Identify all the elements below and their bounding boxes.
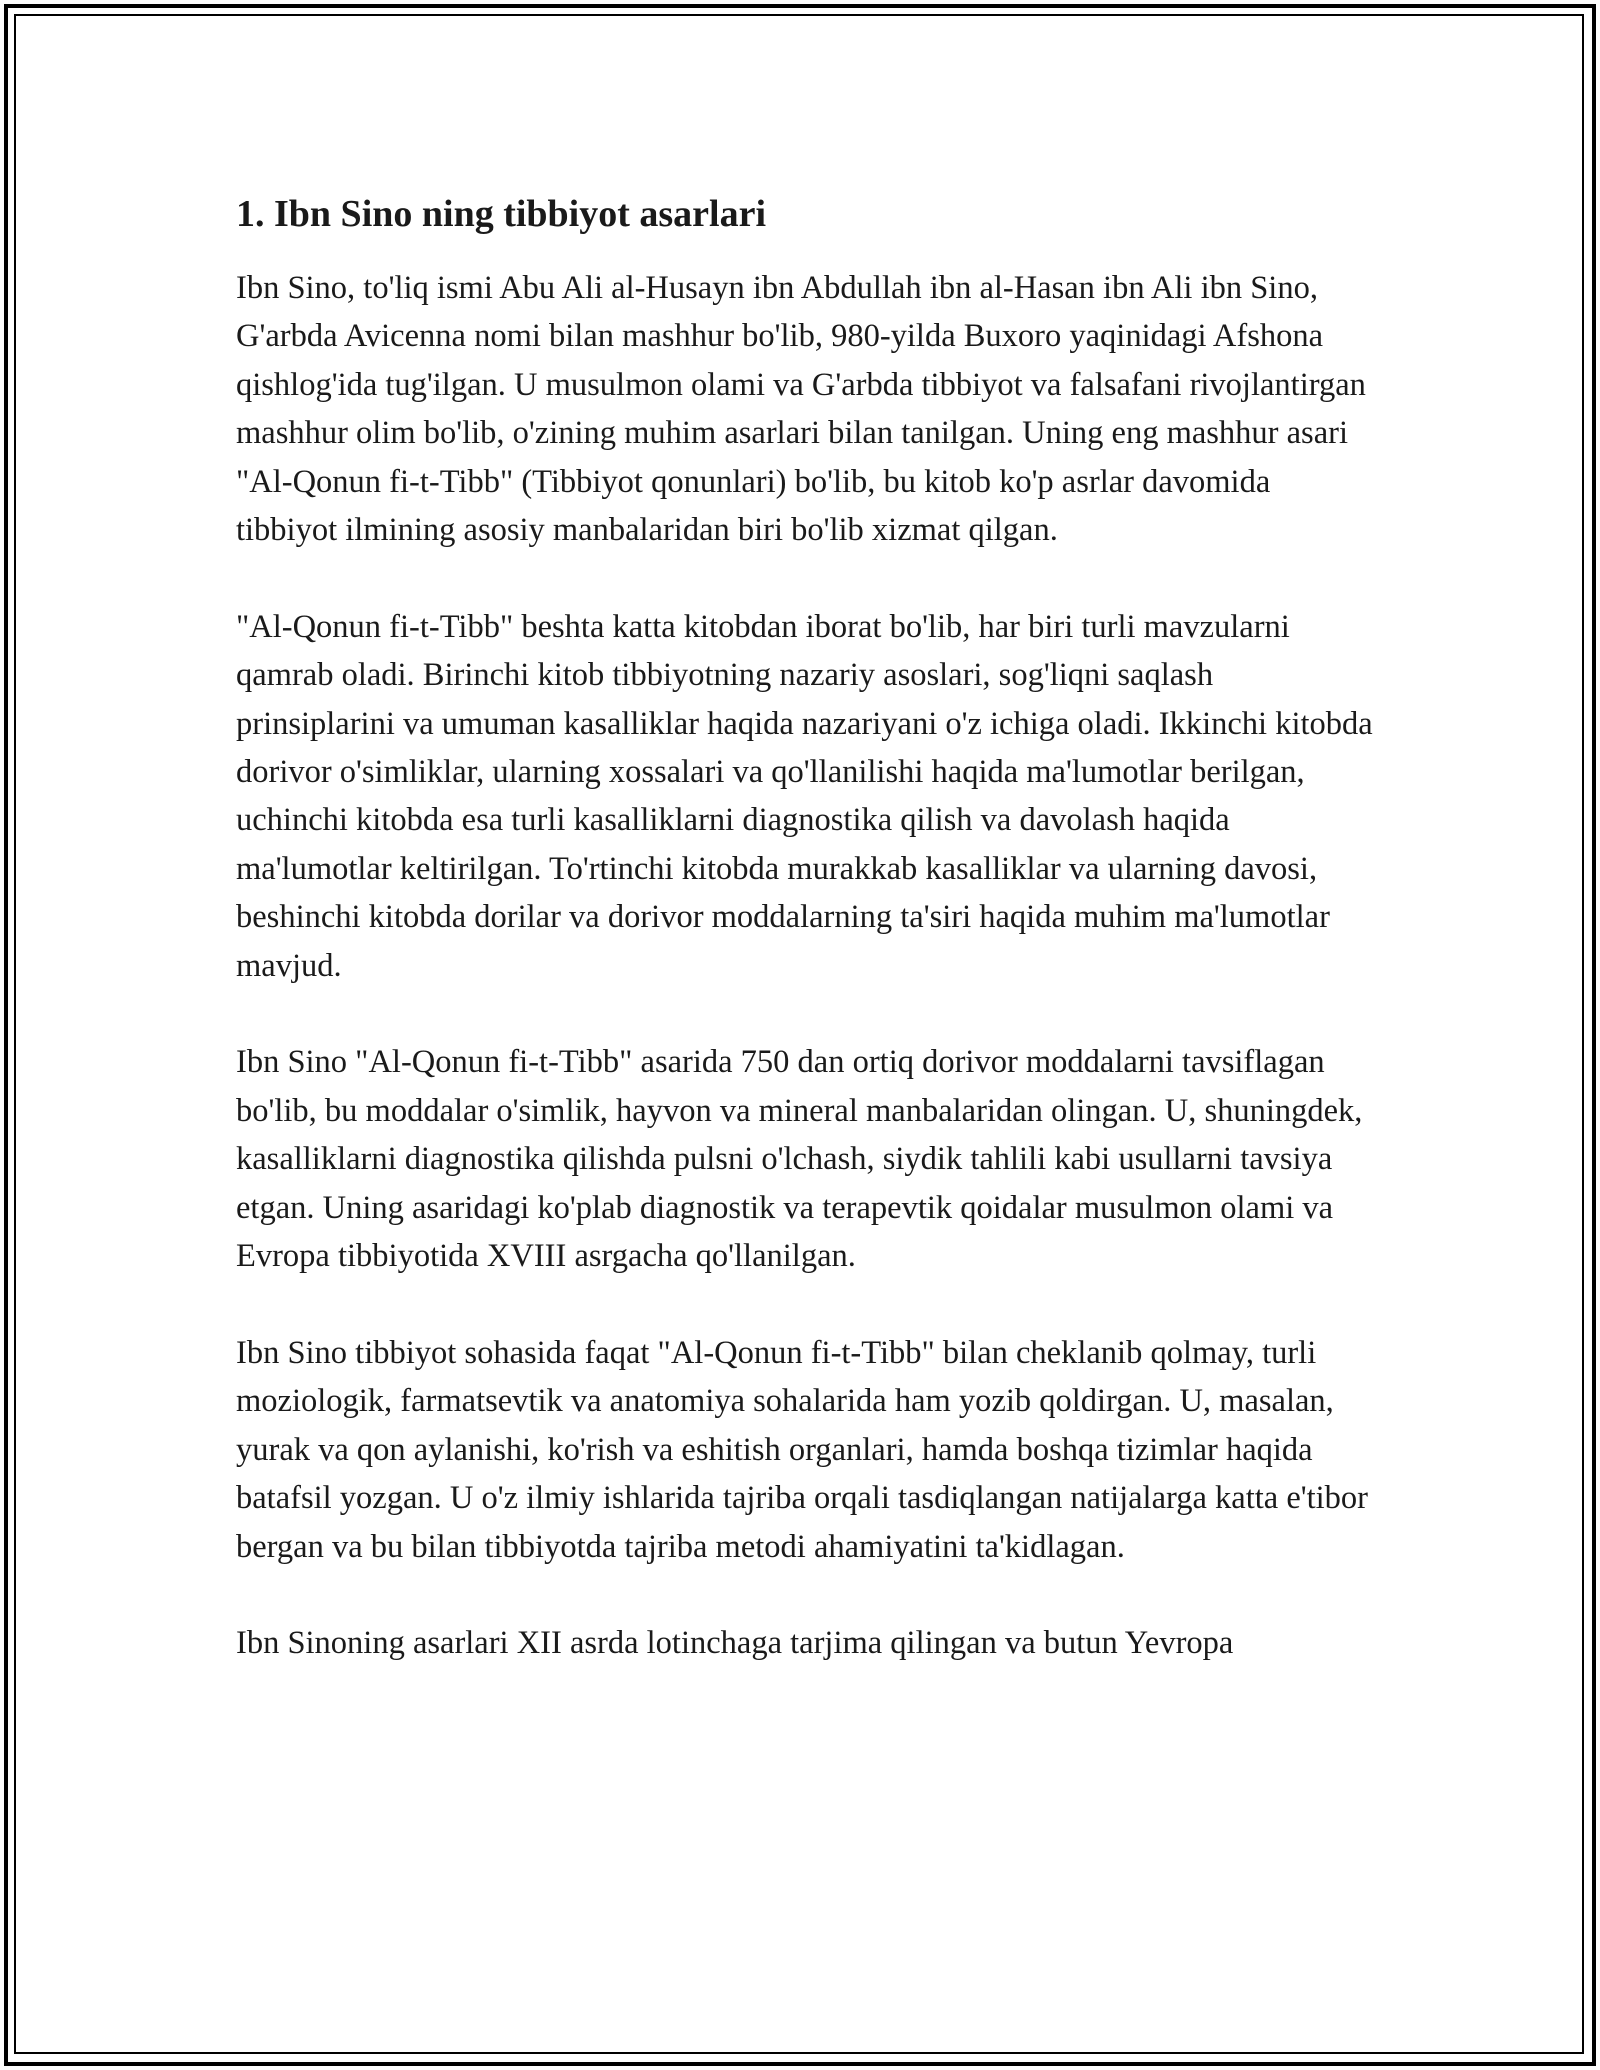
section-heading: 1. Ibn Sino ning tibbiyot asarlari xyxy=(236,193,767,235)
paragraph-4: Ibn Sino tibbiyot sohasida faqat "Al-Qonun fi-t-Tibb" bilan cheklanib qolmay, turli moziologik, farmatsevtik va anatomiya sohalarida ham yozib qoldirgan. U, masalan, yurak va qon aylanishi, ko'rish va eshitish organlari, hamda boshqa tizimlar haqida batafsil yozgan. U o'z ilmiy ishlarida tajriba orqali tasdiqlangan natijalarga katta e'tibor bergan va bu bilan tibbiyotda tajriba metodi ahamiyatini ta'kidlagan. xyxy=(236,1334,1368,1565)
paragraph-1: Ibn Sino, to'liq ismi Abu Ali al-Husayn ibn Abdullah ibn al-Hasan ibn Ali ibn Sino, G'arbda Avicenna nomi bilan mashhur bo'lib, 980-yilda Buxoro yaqinidagi Afshona qishlog'ida tug'ilgan. U musulmon olami va G'arbda tibbiyot va falsafani rivojlantirgan mashhur olim bo'lib, o'zining muhim asarlari bilan tanilgan. Uning eng mashhur asari "Al-Qonun fi-t-Tibb" (Tibbiyot qonunlari) bo'lib, bu kitob ko'p asrlar davomida tibbiyot ilmining asosiy manbalaridan biri bo'lib xizmat qilgan. xyxy=(236,270,1366,549)
paragraph-3: Ibn Sino "Al-Qonun fi-t-Tibb" asarida 750 dan ortiq dorivor moddalarni tavsiflagan bo'lib, bu moddalar o'simlik, hayvon va mineral manbalaridan olingan. U, shuningdek, kasalliklarni diagnostika qilishda pulsni o'lchash, siydik tahlili kabi usullarni tavsiya etgan. Uning asaridagi ko'plab diagnostik va terapevtik qoidalar musulmon olami va Evropa tibbiyotida XVIII asrgacha qo'llanilgan. xyxy=(236,1044,1363,1275)
paragraph-5: Ibn Sinoning asarlari XII asrda lotinchaga tarjima qilingan va butun Yevropa xyxy=(236,1625,1234,1662)
document-body xyxy=(236,186,1376,1716)
paragraph-2: "Al-Qonun fi-t-Tibb" beshta katta kitobdan iborat bo'lib, har biri turli mavzularni qamrab oladi. Birinchi kitob tibbiyotning nazariy asoslari, sog'liqni saqlash prinsiplarini va umuman kasalliklar haqida nazariyani o'z ichiga oladi. Ikkinchi kitobda dorivor o'simliklar, ularning xossalari va qo'llanilishi haqida ma'lumotlar berilgan, uchinchi kitobda esa turli kasalliklarni diagnostika qilish va davolash haqida ma'lumotlar keltirilgan. To'rtinchi kitobda murakkab kasalliklar va ularning davosi, beshinchi kitobda dorilar va dorivor moddalarning ta'siri haqida muhim ma'lumotlar mavjud. xyxy=(236,608,1373,984)
